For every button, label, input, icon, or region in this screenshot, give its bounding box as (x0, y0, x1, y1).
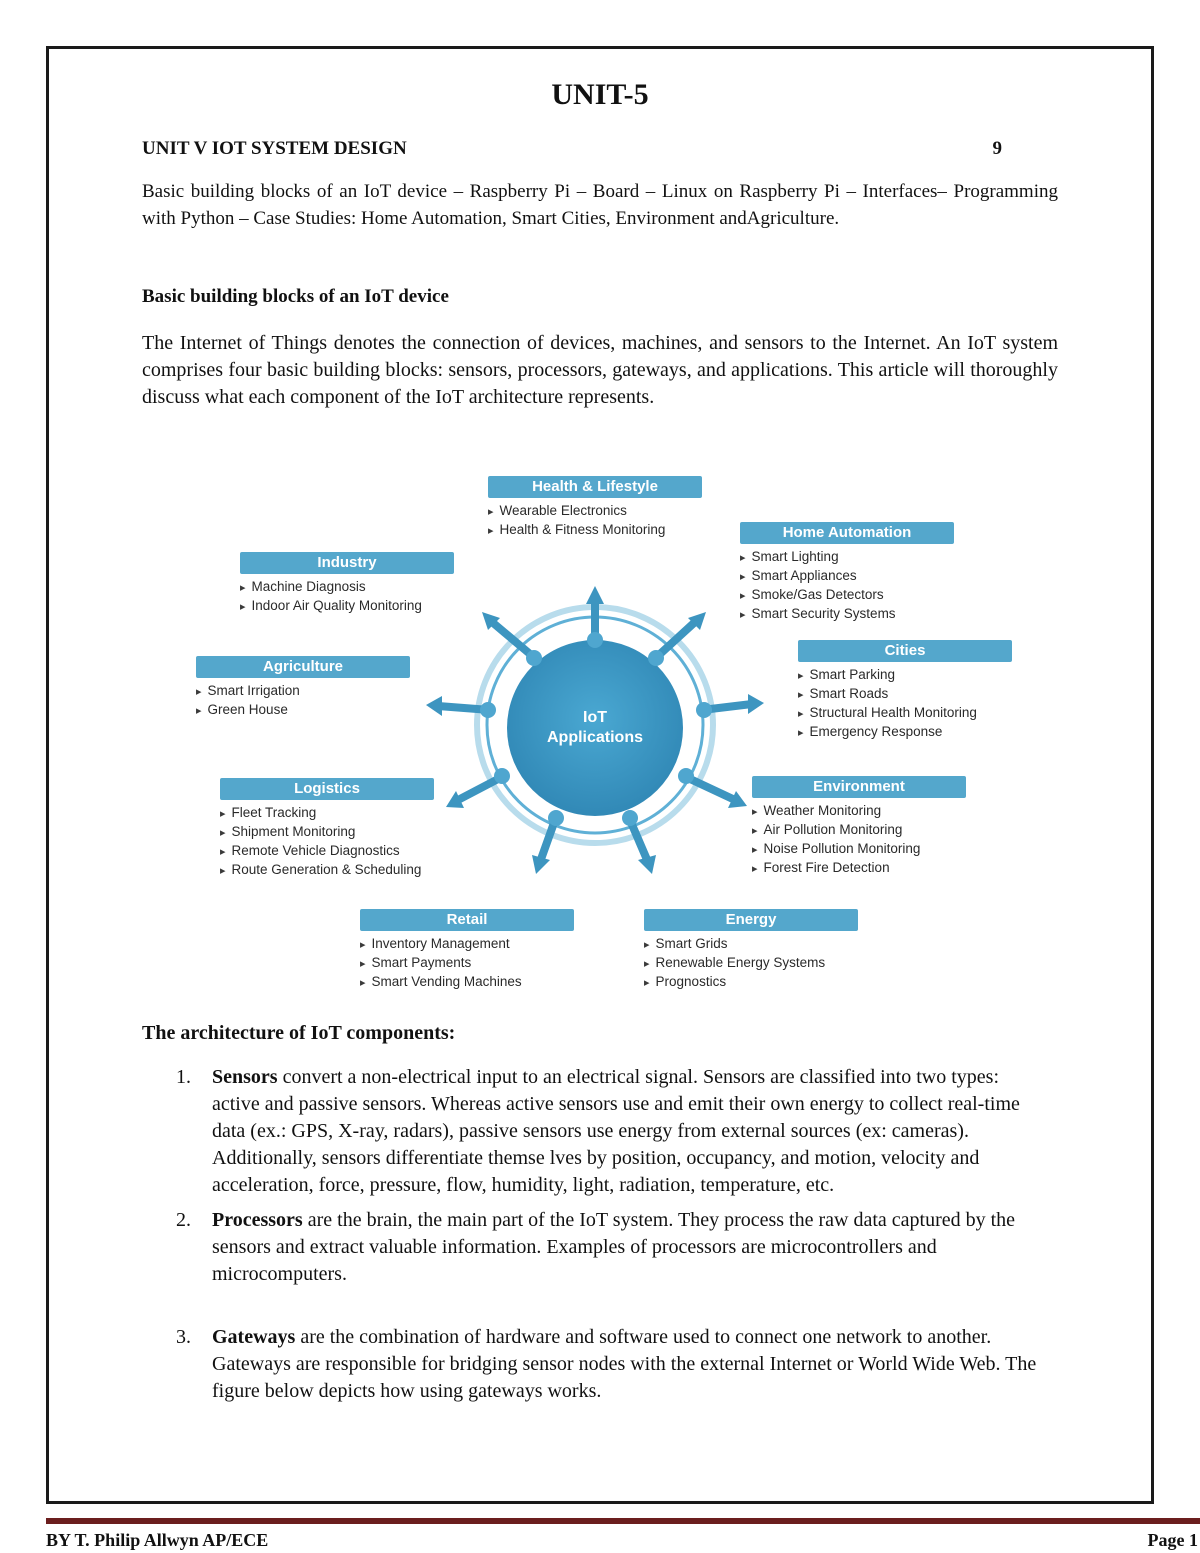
iot-applications-diagram (190, 470, 1030, 1000)
component-text: are the brain, the main part of the IoT system. They process the raw data captured by the sensors and extract valuable information. Examples of processors are microcontrollers and microcomputers. (212, 1209, 1016, 1285)
components-list (176, 1064, 1046, 1405)
category-agriculture (196, 656, 410, 720)
list-item (176, 1324, 1046, 1405)
category-item: ▸ Inventory Management (360, 935, 574, 954)
arrow-retail (540, 820, 555, 862)
category-item: ▸ Shipment Monitoring (220, 823, 434, 842)
category-home-automation (740, 522, 954, 624)
category-item: ▸ Smart Security Systems (740, 605, 954, 624)
category-title: Home Automation (740, 522, 954, 544)
category-item: ▸ Machine Diagnosis (240, 578, 454, 597)
category-item: ▸ Weather Monitoring (752, 802, 966, 821)
section-heading: Basic building blocks of an IoT device (142, 286, 449, 307)
category-title: Health & Lifestyle (488, 476, 702, 498)
category-item: ▸ Health & Fitness Monitoring (488, 521, 702, 540)
unit-heading: UNIT V IOT SYSTEM DESIGN (142, 138, 407, 159)
category-cities (798, 640, 1012, 742)
category-title: Environment (752, 776, 966, 798)
list-item (176, 1064, 1046, 1199)
category-item: ▸ Emergency Response (798, 723, 1012, 742)
intro-paragraph: The Internet of Things denotes the connection of devices, machines, and sensors to the Internet. An IoT system comprises four basic building blocks: sensors, processors, gateways, and applications. This article will thoroughly discuss what each component of the IoT architecture represents. (142, 332, 1058, 408)
category-item: ▸ Smoke/Gas Detectors (740, 586, 954, 605)
category-logistics (220, 778, 434, 880)
category-energy (644, 909, 858, 992)
unit-heading-row (142, 138, 1002, 160)
category-retail (360, 909, 574, 992)
list-item (176, 1207, 1046, 1288)
hub-label-line2: Applications (546, 729, 643, 746)
category-item: ▸ Air Pollution Monitoring (752, 821, 966, 840)
category-item: ▸ Renewable Energy Systems (644, 954, 858, 973)
category-item: ▸ Smart Lighting (740, 548, 954, 567)
category-item: ▸ Forest Fire Detection (752, 859, 966, 878)
category-item: ▸ Indoor Air Quality Monitoring (240, 597, 454, 616)
category-title: Retail (360, 909, 574, 931)
category-item: ▸ Smart Parking (798, 666, 1012, 685)
footer-author: BY T. Philip Allwyn AP/ECE (46, 1530, 269, 1550)
category-item: ▸ Wearable Electronics (488, 502, 702, 521)
category-item: ▸ Prognostics (644, 973, 858, 992)
category-title: Energy (644, 909, 858, 931)
category-item: ▸ Smart Payments (360, 954, 574, 973)
category-item: ▸ Noise Pollution Monitoring (752, 840, 966, 859)
list-number: 3. (176, 1326, 191, 1348)
category-title: Agriculture (196, 656, 410, 678)
hub-label (510, 708, 680, 748)
category-item: ▸ Green House (196, 701, 410, 720)
category-item: ▸ Smart Vending Machines (360, 973, 574, 992)
category-health-lifestyle (488, 476, 702, 540)
component-term: Sensors (212, 1066, 278, 1088)
category-title: Logistics (220, 778, 434, 800)
component-term: Gateways (212, 1326, 296, 1348)
list-number: 2. (176, 1209, 191, 1231)
category-title: Industry (240, 552, 454, 574)
category-industry (240, 552, 454, 616)
category-item: ▸ Route Generation & Scheduling (220, 861, 434, 880)
category-item: ▸ Smart Irrigation (196, 682, 410, 701)
arrow-industry (492, 622, 530, 654)
category-item: ▸ Smart Roads (798, 685, 1012, 704)
list-number: 1. (176, 1066, 191, 1088)
category-title: Cities (798, 640, 1012, 662)
category-environment (752, 776, 966, 878)
footer-page-number: Page 1 (1147, 1530, 1198, 1550)
category-item: ▸ Fleet Tracking (220, 804, 434, 823)
unit-hours: 9 (992, 138, 1002, 159)
category-item: ▸ Remote Vehicle Diagnostics (220, 842, 434, 861)
arrow-energy (630, 820, 648, 862)
category-item: ▸ Smart Grids (644, 935, 858, 954)
component-term: Processors (212, 1209, 303, 1231)
category-item: ▸ Smart Appliances (740, 567, 954, 586)
hub-label-line1: IoT (583, 709, 607, 726)
component-text: convert a non-electrical input to an electrical signal. Sensors are classified into two types: active and passive sensors. Whereas active sensors use and emit their own energy to collect real-time data (ex.: GPS, X-ray, radars), passive sensors use energy from external sources (ex: cameras). Additionally, sensors differentiate themse lves by position, occupancy, and motion, velocity and acceleration, force, pressure, flow, humidity, light, radiation, temperature, etc. (212, 1066, 1020, 1196)
architecture-heading: The architecture of IoT components: (142, 1022, 456, 1044)
footer-rule (46, 1518, 1200, 1524)
page-title: UNIT-5 (551, 78, 649, 111)
category-item: ▸ Structural Health Monitoring (798, 704, 1012, 723)
syllabus-text: Basic building blocks of an IoT device – Raspberry Pi – Board – Linux on Raspberry Pi – Interfaces– Programming with Python – Case Studies: Home Automation, Smart Cities, Environment andAgriculture. (142, 181, 1058, 229)
component-text: are the combination of hardware and software used to connect one network to another. Gateways are responsible for bridging sensor nodes with the external Internet or World Wide Web. The figure below depicts how using gateways works. (212, 1326, 1037, 1402)
